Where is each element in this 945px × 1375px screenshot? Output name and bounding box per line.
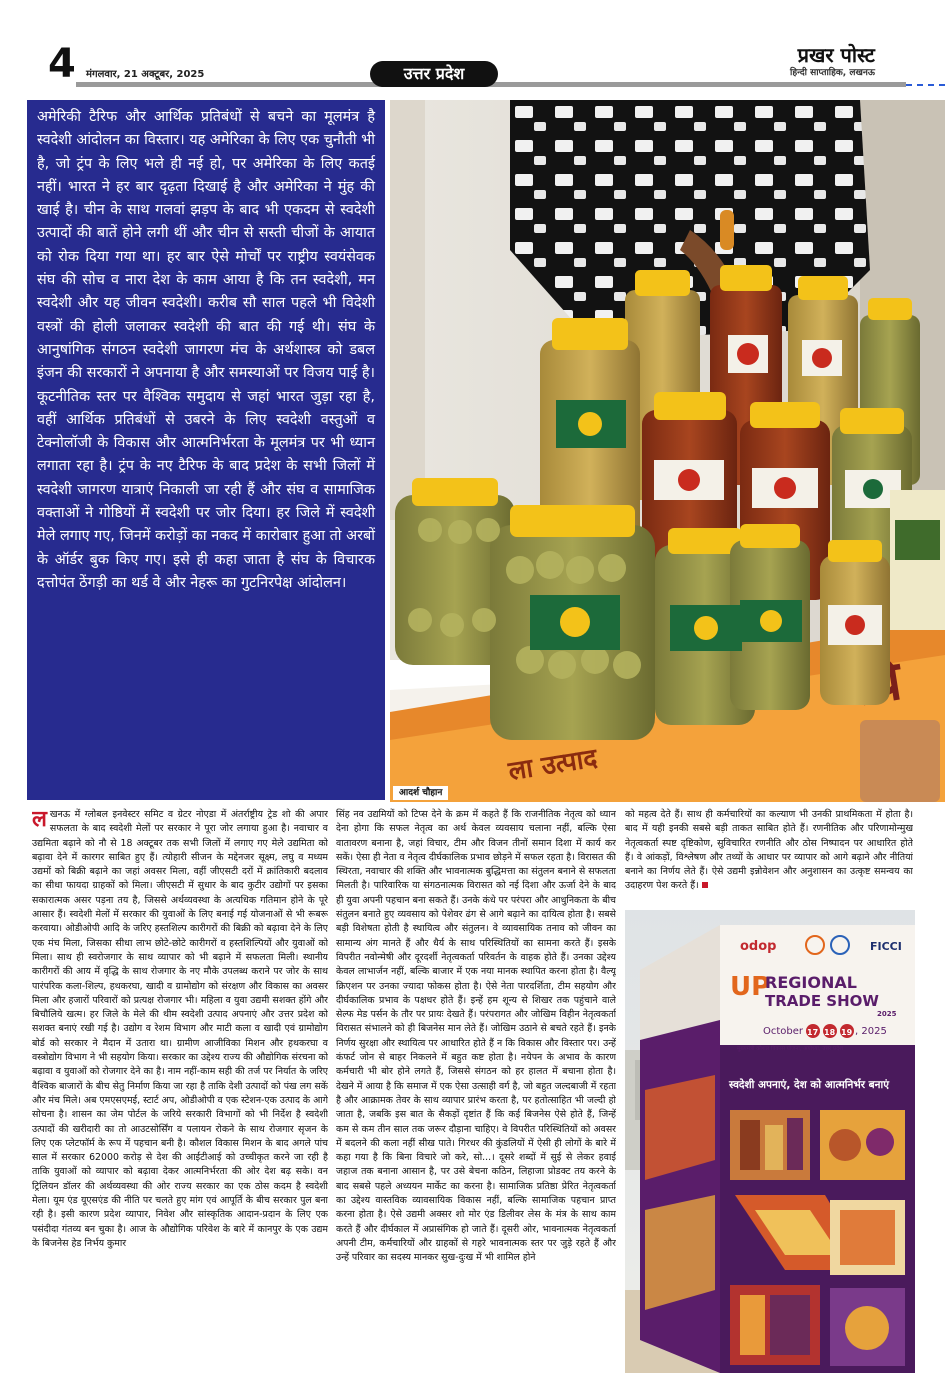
dropcap: ल (32, 808, 47, 832)
ficci-logo: FICCI (870, 940, 902, 953)
article-column-3-text: को महत्व देते हैं। साथ ही कर्मचारियों का कल्याण भी उनकी प्राथमिकता में होता है। बाद में यही इनकी सबसे बड़ी ताकत साबित होते हैं। रणनीतिक और परिणामोन्मुख नेतृत्वकर्ता स्पष्ट दृष्टिकोण, सुविचारित रणनीति और ठोस निष्पादन पर आधारित होते हैं। वे आंकड़ों, विश्लेषण और तथ्यों के आधार पर व्यापार को आगे बढ़ाने और नीतियां बनाने का निर्णय लेते हैं। ऐसे उद्यमी इन्नोवेशन और अनुशासन का उत्कृष्ट समन्वय का उदाहरण पेश करते हैं। (625, 809, 913, 892)
masthead (790, 44, 875, 79)
lead-text: अमेरिकी टैरिफ और आर्थिक प्रतिबंधों से बचने का मूलमंत्र है स्वदेशी आंदोलन का विस्तार। यह अमेरिका के लिए एक चुनौती भी है, जो ट्रंप के लिए भले ही नई हो, पर अमेरिका के लिए कतई नहीं। भारत ने हर बार दृढ़ता दिखाई है और अमेरिका ने मुंह की खाई है। चीन के साथ गलवां झड़प के बाद भी एकदम से स्वदेशी उत्पादों की बातें होने लगी थीं और चीन से सस्ती चीजों के आयात को रोक दिया गया था। हर बार ऐसे मोर्चों पर राष्ट्रीय स्वयंसेवक संघ की सोच व नारा देश के काम आया है कि तन स्वदेशी, मन स्वदेशी और यह जीवन स्वदेशी। करीब सौ साल पहले भी विदेशी वस्त्रों की होली जलाकर स्वदेशी की बात की गई थी। संघ के आनुषांगिक संगठन स्वदेशी जागरण मंच के अर्थशास्त्र को डबल इंजन की सरकारों ने अपनाया है और समस्याओं पर विजय पाई है। कूटनीतिक स्तर पर वैश्विक समुदाय से जहां भारत जुड़ा रहा है, वहीं आर्थिक प्रतिबंधों से उबरने के लिए स्वदेशी वस्तुओं व टेक्नोलॉजी के विकास और आत्मनिर्भरता के मूलमंत्र पर भी ध्यान लगाता रहा है। ट्रंप के नए टैरिफ के बाद प्रदेश के सभी जिलों में स्वदेशी जागरण यात्राएं निकाली जा रही हैं और संघ व सामाजिक वक्ताओं ने गोष्ठियों में स्वदेशी पर जोर दिया। हर जिले में स्वदेशी मेले लगाए गए, जिनमें करोड़ों का नकद में कारोबार हुआ तो अरबों के ऑर्डर बुक किए गए। इसे ही कहा जाता है संघ के विचारक दत्तोपंत ठेंगड़ी का थर्ड वे और नेहरू का गुटनिरपेक्ष आंदोलन। (37, 109, 375, 591)
masthead-subtitle: हिन्दी साप्ताहिक, लखनऊ (790, 68, 875, 78)
event-year: , 2025 (855, 1026, 887, 1037)
event-day-3: 19 (841, 1028, 853, 1037)
article-column-2 (336, 808, 616, 1368)
event-day-1: 17 (807, 1028, 819, 1037)
event-title-regional: REGIONAL (765, 973, 857, 992)
article-end-mark (702, 882, 708, 888)
trade-show-photo (625, 910, 915, 1373)
stall-banner-text: ला उत्पाद (506, 743, 600, 787)
lead-box (27, 100, 385, 800)
event-day-2: 18 (824, 1028, 836, 1037)
page-date: मंगलवार, 21 अक्टूबर, 2025 (86, 69, 205, 80)
trade-show-illustration (625, 910, 915, 1373)
jar-stall-photo (390, 100, 945, 802)
event-title-trade-show: TRADE SHOW (765, 992, 879, 1010)
photo-credit: आदर्श चौहान (393, 786, 448, 800)
header-dash-rule (906, 84, 945, 86)
page-number: 4 (48, 41, 76, 87)
article-column-2-text: सिंह नव उद्यमियों को टिप्स देने के क्रम में कहते हैं कि राजनीतिक नेतृत्व को ध्यान देना होगा कि सफल नेतृत्व का अर्थ केवल व्यवसाय चलाना नहीं, बल्कि ऐसा वातावरण बनाना है, जहां विचार, टीम और विजन तीनों समान दिशा में कार्य कर सकें। ऐसा ही नेता व नेतृत्व दीर्घकालिक प्रभाव छोड़ने में सफल रहता है। विरासत की स्थिरता, नवाचार की शक्ति और भावनात्मक बुद्धिमत्ता का संतुलन बनाने से सफलता मिलती है। पारिवारिक या संगठनात्मक विरासत को नई दिशा और ऊर्जा देने के बाद ही युवा अपनी पहचान बना सकते हैं। उनके कंधे पर परंपरा और आधुनिकता के बीच संतुलन बनाते हुए व्यवसाय को पेशेवर ढंग से आगे बढ़ाने का दायित्व होता है। सबसे बड़ी विशेषता होती है स्थायित्व और संतुलन। वे व्यावसायिक तनाव को जीवन का सामान्य अंग मानते हैं और धैर्य के साथ परिस्थितियों का सामना करते हैं। इसके विपरीत नवोन्मेषी और दूरदर्शी नेतृत्वकर्ता परिवर्तन के वाहक होते हैं। उनका उद्देश्य केवल लाभार्जन नहीं, बल्कि बाजार में एक नया मानक स्थापित करना होता है। वैल्यू क्रिएशन पर उनका ज्यादा फोकस होता है। ऐसे नेता पारदर्शिता, टीम सहयोग और दीर्घकालिक प्रभाव के पक्षधर होते हैं। इन्हें हम शून्य से शिखर तक पहुंचाने वाले सेल्फ मेड पर्सन के तौर पर प्रायः देखते हैं। परंपरागत और जोखिम विहीन नेतृत्वकर्ता विरासत संभालने को ही बिजनेस मान लेते हैं। जोखिम उठाने से बचते रहते हैं। इनके निर्णय सुरक्षा और स्थायित्व पर आधारित होते हैं न कि विकास और विस्तार पर। उन्हें कंफर्ट जोन से बाहर निकलने में बहुत कष्ट होता है। नयेपन के अभाव के कारण कर्मचारी भी बोर होने लगते हैं, जिससे संगठन को हर हालत में बचाना होता है। देखने में आया है कि समाज में एक ऐसा उत्साही वर्ग है, जो बहुत जल्दबाजी में रहता है और आक्रामक तेवर के साथ व्यापार प्रारंभ करता है, पर हतोत्साहित भी जल्दी हो जाता है, जबकि इस बात के सैकड़ों दृष्टांत हैं कि कई बिजनेस ऐसे होते हैं, जिन्हें कम से कम तीन साल तक जरूर दौड़ाना चाहिए। वे विपरीत परिस्थितियों को अवसर में बदलने की कला नहीं सीख पाते। गिरधर की कुंडलियों में ऐसी ही लोगों के बारे में कहा गया है कि बिना विचारे जो करे, सो...। दूसरे शब्दों में सुई से लेकर हवाई जहाज तक बनाना आसान है, पर उसे बेचना कठिन, लिहाजा प्रोडक्ट तय करने के बाद सबसे पहले अध्ययन मार्केट का करना है। सामाजिक प्रतिष्ठा प्रेरित नेतृत्वकर्ता का उद्देश्य वास्तविक व्यावसायिक विकास नहीं, बल्कि सामाजिक पहचान प्राप्त करना होता है। ऐसे उद्यमी अक्सर शो मोर एंड डिलीवर लेस के मंत्र के साथ काम करते हैं और दीर्घकाल में अप्रासंगिक हो जाते हैं। दूसरी ओर, भावनात्मक नेतृत्वकर्ता अपनी टीम, कर्मचारियों और ग्राहकों से गहरे भावनात्मक स्तर पर जुड़े रहते हैं और उन्हें परिवार का सदस्य मानकर सुख-दुःख में भी शामिल होने (336, 809, 616, 1264)
page-header (0, 0, 945, 100)
section-badge: उत्तर प्रदेश (370, 61, 498, 87)
event-year-small: 2025 (877, 1010, 897, 1018)
event-month: October (763, 1026, 804, 1037)
article-column-1 (32, 808, 328, 1368)
jar-stall-illustration (390, 100, 945, 802)
odop-logo: odop (740, 939, 777, 954)
trade-slogan: स्वदेशी अपनाएं, देश को आत्मनिर्भर बनाएं (729, 1079, 889, 1091)
masthead-title: प्रखर पोस्ट (797, 43, 875, 67)
event-title-up: UP (730, 972, 771, 1002)
article-column-1-text: खनऊ में ग्लोबल इनवेस्टर समिट व ग्रेटर नोएडा में अंतर्राष्ट्रीय ट्रेड शो की अपार सफलता के बाद स्वदेशी मेलों पर सरकार ने पूरा जोर लगाया हुआ है। नवाचार व उद्यमिता बढ़ाने को नौ से 18 अक्टूबर तक सभी जिलों में लगाए गए मेले उद्यमिता को बढ़ावा देने में कारगर साबित हुए हैं। त्योहारी सीजन के मद्देनजर सूक्ष्म, लघु व मध्यम उद्यमों को बिक्री बढ़ाने का जहां अवसर मिला, वहीं जीएसटी दरों में क्रांतिकारी बदलाव का सीधा फायदा ग्राहकों को मिला। जीएसटी में सुधार के बाद कुटीर उद्योगों पर इसका सकारात्मक असर पड़ना तय है, जिससे अर्थव्यवस्था के अत्यधिक गतिमान होने के पूरे आसार हैं। स्वदेशी मेलों में सरकार की युवाओं के लिए बनाई गई योजनाओं से भी रूबरू करवाया। ओडीओपी आदि के जरिए हस्तशिल्प कारीगरों की बिक्री को बढ़ावा देने के लिए एक मंच मिला, जिसका सीधा लाभ छोटे-छोटे कारीगरों व हस्तशिल्पियों और युवाओं को मिला। साथ ही स्वरोजगार के साथ व्यापार को भी बढ़ाने में सफलता मिली। स्थानीय कारीगरों की आय में वृद्धि के साथ रोजगार के नए मौके उपलब्ध कराने पर जोर के साथ पारंपरिक कला-शिल्प, हथकरघा, खादी व ग्रामोद्योग को संरक्षण और विकास का अवसर मिला और हजारों परिवारों को प्रत्यक्ष रोजगार भी। महिला व युवा उद्यमी सशक्त होंगे और बिचौलिये खत्म। हर जिले के मेले की थीम स्वदेशी उत्पाद अपनाएं और उत्तर प्रदेश को सशक्त बनाएं रखी गई है। उद्योग व रेशम विभाग और माटी कला व खादी एवं ग्रामोद्योग बोर्ड को सरकार ने मैदान में उतारा था। ग्रामीण आजीविका मिशन और हथकरघा व वस्त्रोद्योग विभाग ने भी सहयोग किया। सरकार का उद्देश्य राज्य की औद्योगिक संरचना को बढ़ावा व युवाओं को रोजगार देने का है। नाम नहीं-काम सही की तर्ज पर निर्यात के जरिए वैश्विक बाजारों के बीच सेतु निर्माण किया जा रहा है ताकि देशी उत्पादों को पंख लग सकें और मंच मिले। अब एमएसएमई, स्टार्ट अप, ओडीओपी व एक स्टेशन-एक उत्पाद के आगे सोचना है। शासन का जेम पोर्टल के जरिये सरकारी विभागों को भी निर्देश है स्वदेशी उत्पादों की खरीदारी का तो आउटसोर्सिंग व पलायन रोकने के साथ रोजगार सृजन के लिए एक प्लेटफॉर्म के रूप में पहचान बनी है। कौशल विकास मिशन के बाद अगले पांच साल में सरकार 62000 करोड़ से देश की आईटीआई को उच्चीकृत करने जा रही है ताकि युवाओं को व्यापार को बढ़ावा देकर आत्मनिर्भरता की ओर देश बढ़ सके। वन ट्रिलियन डॉलर की अर्थव्यवस्था की ओर राज्य सरकार का एक ठोस कदम है स्वदेशी मेला। यूम एंड यूएसएंड की नीति पर चलते हुए मांग एवं आपूर्ति के बीच सरकार पुल बना रही है। इसी कारण प्रदेश व्यापार, निवेश और सांस्कृतिक आदान-प्रदान के लिए एक पसंदीदा गंतव्य बन चुका है। आज के औद्योगिक परिवेश के बारे में कानपुर के एक उद्यम के बिजनेस हेड निर्भय कुमार (32, 809, 328, 1249)
article-column-3 (625, 808, 913, 904)
event-venue: मुख्यमंत्री कौशल विकास योजना, अयोध्या, उत्तर प्रदेश (737, 1046, 843, 1052)
